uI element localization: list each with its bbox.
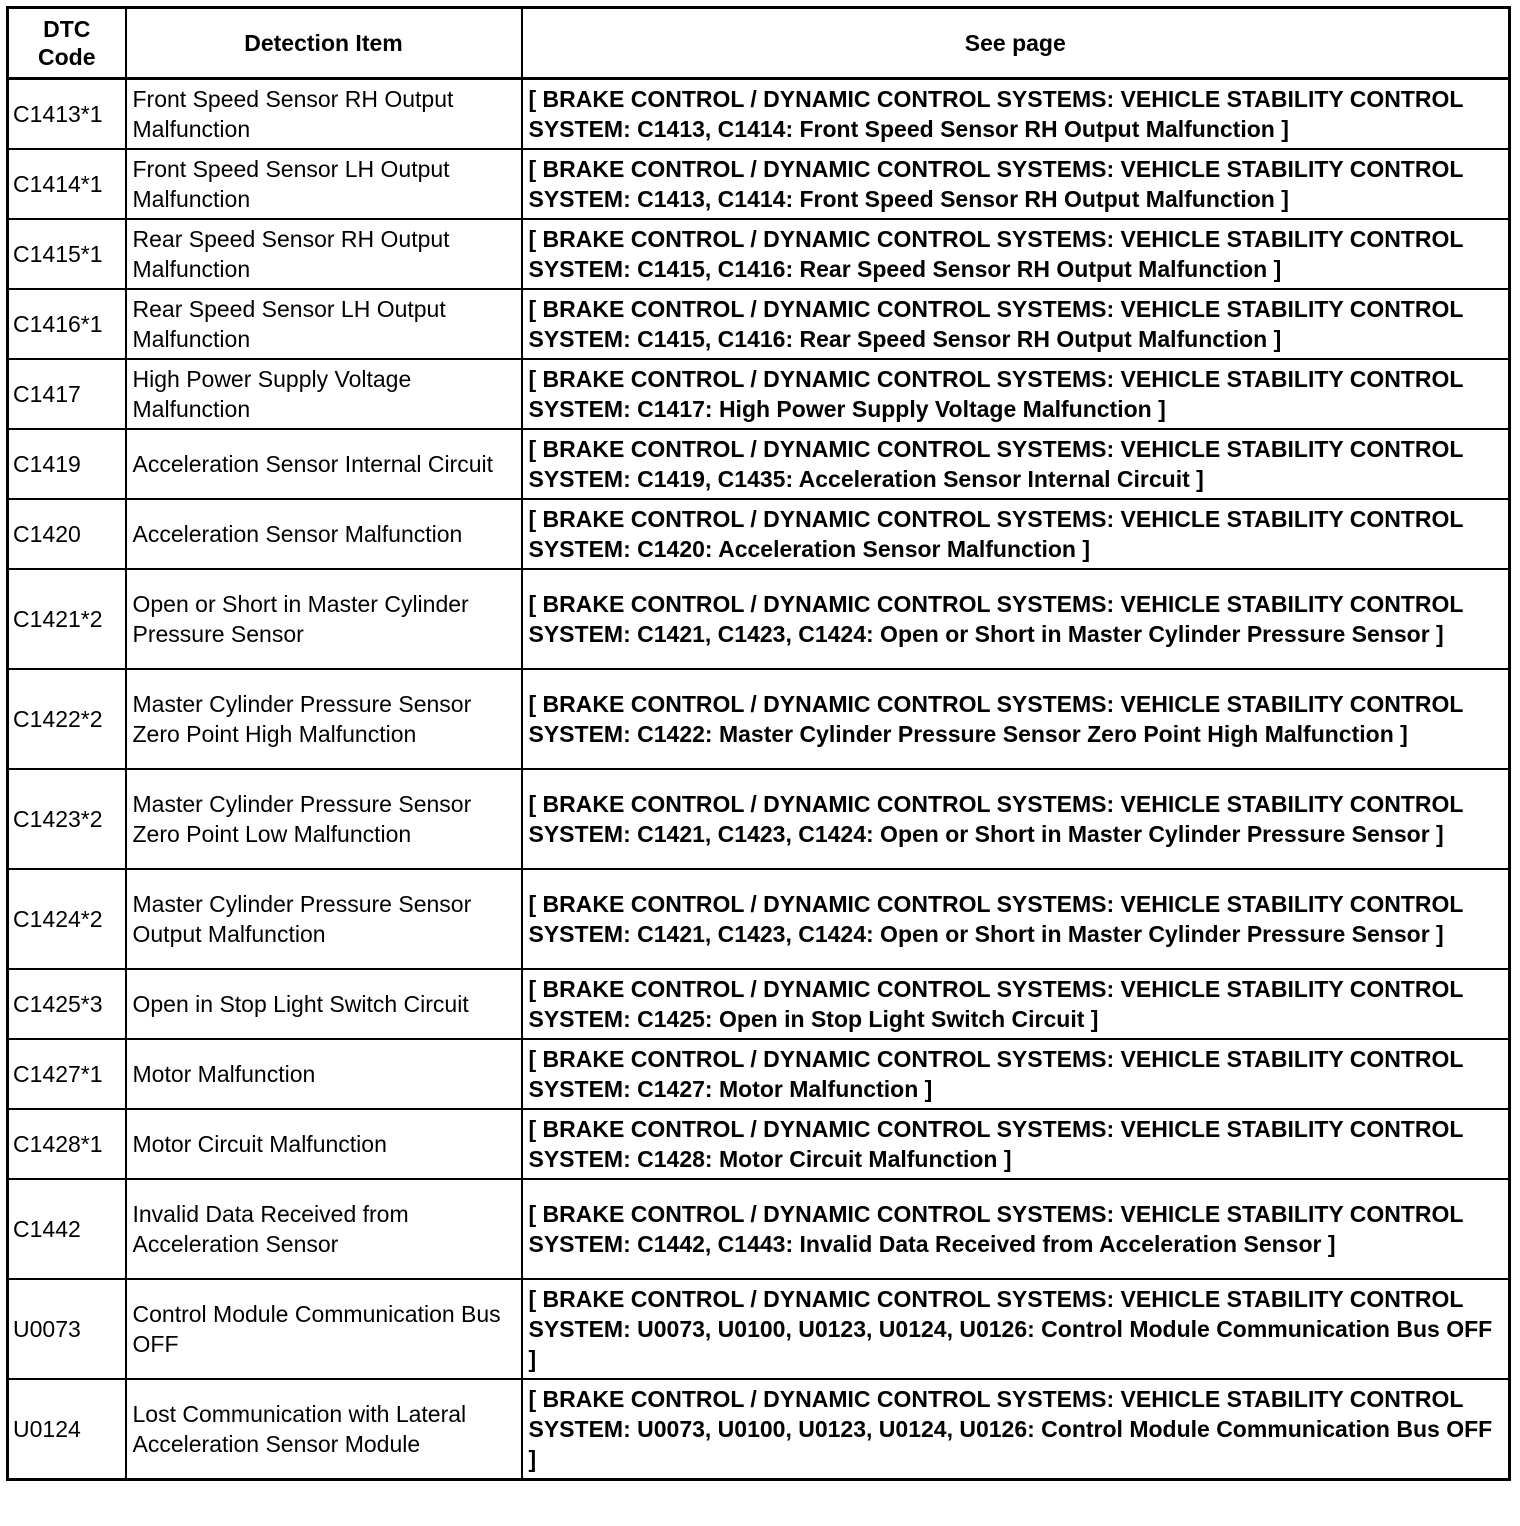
detection-item-cell: Master Cylinder Pressure Sensor Zero Point High Malfunction (126, 669, 522, 769)
see-page-link[interactable]: [ BRAKE CONTROL / DYNAMIC CONTROL SYSTEMS: VEHICLE STABILITY CONTROL SYSTEM: C1421, C1423, C1424: Open or Short in Master Cylinder Pressure Sensor ] (522, 869, 1510, 969)
see-page-link[interactable]: [ BRAKE CONTROL / DYNAMIC CONTROL SYSTEMS: VEHICLE STABILITY CONTROL SYSTEM: C1425: Open in Stop Light Switch Circuit ] (522, 969, 1510, 1039)
header-dtc-code: DTC Code (8, 8, 126, 79)
dtc-code-cell: C1428*1 (8, 1109, 126, 1179)
see-page-link[interactable]: [ BRAKE CONTROL / DYNAMIC CONTROL SYSTEMS: VEHICLE STABILITY CONTROL SYSTEM: C1422: Master Cylinder Pressure Sensor Zero Point High Malfunction ] (522, 669, 1510, 769)
dtc-code-cell: C1417 (8, 359, 126, 429)
see-page-link[interactable]: [ BRAKE CONTROL / DYNAMIC CONTROL SYSTEMS: VEHICLE STABILITY CONTROL SYSTEM: C1421, C1423, C1424: Open or Short in Master Cylinder Pressure Sensor ] (522, 569, 1510, 669)
table-row (8, 429, 1510, 499)
see-page-link[interactable]: [ BRAKE CONTROL / DYNAMIC CONTROL SYSTEMS: VEHICLE STABILITY CONTROL SYSTEM: C1442, C1443: Invalid Data Received from Acceleration Sensor ] (522, 1179, 1510, 1279)
table-row (8, 569, 1510, 669)
see-page-link[interactable]: [ BRAKE CONTROL / DYNAMIC CONTROL SYSTEMS: VEHICLE STABILITY CONTROL SYSTEM: C1415, C1416: Rear Speed Sensor RH Output Malfunction ] (522, 289, 1510, 359)
dtc-code-cell: C1421*2 (8, 569, 126, 669)
detection-item-cell: Motor Malfunction (126, 1039, 522, 1109)
table-row (8, 79, 1510, 150)
table-row (8, 499, 1510, 569)
see-page-link[interactable]: [ BRAKE CONTROL / DYNAMIC CONTROL SYSTEMS: VEHICLE STABILITY CONTROL SYSTEM: C1421, C1423, C1424: Open or Short in Master Cylinder Pressure Sensor ] (522, 769, 1510, 869)
detection-item-cell: Open or Short in Master Cylinder Pressure Sensor (126, 569, 522, 669)
table-row (8, 1039, 1510, 1109)
table-row (8, 219, 1510, 289)
see-page-link[interactable]: [ BRAKE CONTROL / DYNAMIC CONTROL SYSTEMS: VEHICLE STABILITY CONTROL SYSTEM: C1419, C1435: Acceleration Sensor Internal Circuit ] (522, 429, 1510, 499)
see-page-link[interactable]: [ BRAKE CONTROL / DYNAMIC CONTROL SYSTEMS: VEHICLE STABILITY CONTROL SYSTEM: C1415, C1416: Rear Speed Sensor RH Output Malfunction ] (522, 219, 1510, 289)
table-row (8, 1279, 1510, 1379)
dtc-code-cell: U0124 (8, 1379, 126, 1480)
detection-item-cell: High Power Supply Voltage Malfunction (126, 359, 522, 429)
dtc-code-cell: C1413*1 (8, 79, 126, 150)
detection-item-cell: Invalid Data Received from Acceleration Sensor (126, 1179, 522, 1279)
table-row (8, 1109, 1510, 1179)
dtc-code-cell: C1442 (8, 1179, 126, 1279)
detection-item-cell: Motor Circuit Malfunction (126, 1109, 522, 1179)
see-page-link[interactable]: [ BRAKE CONTROL / DYNAMIC CONTROL SYSTEMS: VEHICLE STABILITY CONTROL SYSTEM: C1413, C1414: Front Speed Sensor RH Output Malfunction ] (522, 149, 1510, 219)
dtc-code-cell: C1415*1 (8, 219, 126, 289)
dtc-code-cell: U0073 (8, 1279, 126, 1379)
detection-item-cell: Front Speed Sensor RH Output Malfunction (126, 79, 522, 150)
see-page-link[interactable]: [ BRAKE CONTROL / DYNAMIC CONTROL SYSTEMS: VEHICLE STABILITY CONTROL SYSTEM: C1428: Motor Circuit Malfunction ] (522, 1109, 1510, 1179)
dtc-code-cell: C1414*1 (8, 149, 126, 219)
table-row (8, 769, 1510, 869)
header-row (8, 8, 1510, 79)
detection-item-cell: Acceleration Sensor Malfunction (126, 499, 522, 569)
header-see-page: See page (522, 8, 1510, 79)
dtc-table (6, 6, 1511, 1481)
detection-item-cell: Front Speed Sensor LH Output Malfunction (126, 149, 522, 219)
see-page-link[interactable]: [ BRAKE CONTROL / DYNAMIC CONTROL SYSTEMS: VEHICLE STABILITY CONTROL SYSTEM: C1420: Acceleration Sensor Malfunction ] (522, 499, 1510, 569)
dtc-code-cell: C1424*2 (8, 869, 126, 969)
detection-item-cell: Master Cylinder Pressure Sensor Zero Point Low Malfunction (126, 769, 522, 869)
table-row (8, 869, 1510, 969)
dtc-code-cell: C1419 (8, 429, 126, 499)
dtc-code-cell: C1422*2 (8, 669, 126, 769)
table-row (8, 1179, 1510, 1279)
dtc-code-cell: C1416*1 (8, 289, 126, 359)
detection-item-cell: Lost Communication with Lateral Acceleration Sensor Module (126, 1379, 522, 1480)
header-detection-item: Detection Item (126, 8, 522, 79)
table-row (8, 359, 1510, 429)
dtc-code-cell: C1423*2 (8, 769, 126, 869)
dtc-code-cell: C1427*1 (8, 1039, 126, 1109)
dtc-code-cell: C1425*3 (8, 969, 126, 1039)
see-page-link[interactable]: [ BRAKE CONTROL / DYNAMIC CONTROL SYSTEMS: VEHICLE STABILITY CONTROL SYSTEM: C1417: High Power Supply Voltage Malfunction ] (522, 359, 1510, 429)
table-row (8, 969, 1510, 1039)
dtc-code-cell: C1420 (8, 499, 126, 569)
table-row (8, 289, 1510, 359)
table-row (8, 1379, 1510, 1480)
detection-item-cell: Open in Stop Light Switch Circuit (126, 969, 522, 1039)
table-row (8, 149, 1510, 219)
see-page-link[interactable]: [ BRAKE CONTROL / DYNAMIC CONTROL SYSTEMS: VEHICLE STABILITY CONTROL SYSTEM: U0073, U0100, U0123, U0124, U0126: Control Module Communication Bus OFF ] (522, 1379, 1510, 1480)
see-page-link[interactable]: [ BRAKE CONTROL / DYNAMIC CONTROL SYSTEMS: VEHICLE STABILITY CONTROL SYSTEM: U0073, U0100, U0123, U0124, U0126: Control Module Communication Bus OFF ] (522, 1279, 1510, 1379)
detection-item-cell: Acceleration Sensor Internal Circuit (126, 429, 522, 499)
detection-item-cell: Rear Speed Sensor RH Output Malfunction (126, 219, 522, 289)
detection-item-cell: Control Module Communication Bus OFF (126, 1279, 522, 1379)
table-row (8, 669, 1510, 769)
see-page-link[interactable]: [ BRAKE CONTROL / DYNAMIC CONTROL SYSTEMS: VEHICLE STABILITY CONTROL SYSTEM: C1413, C1414: Front Speed Sensor RH Output Malfunction ] (522, 79, 1510, 150)
see-page-link[interactable]: [ BRAKE CONTROL / DYNAMIC CONTROL SYSTEMS: VEHICLE STABILITY CONTROL SYSTEM: C1427: Motor Malfunction ] (522, 1039, 1510, 1109)
detection-item-cell: Rear Speed Sensor LH Output Malfunction (126, 289, 522, 359)
detection-item-cell: Master Cylinder Pressure Sensor Output Malfunction (126, 869, 522, 969)
